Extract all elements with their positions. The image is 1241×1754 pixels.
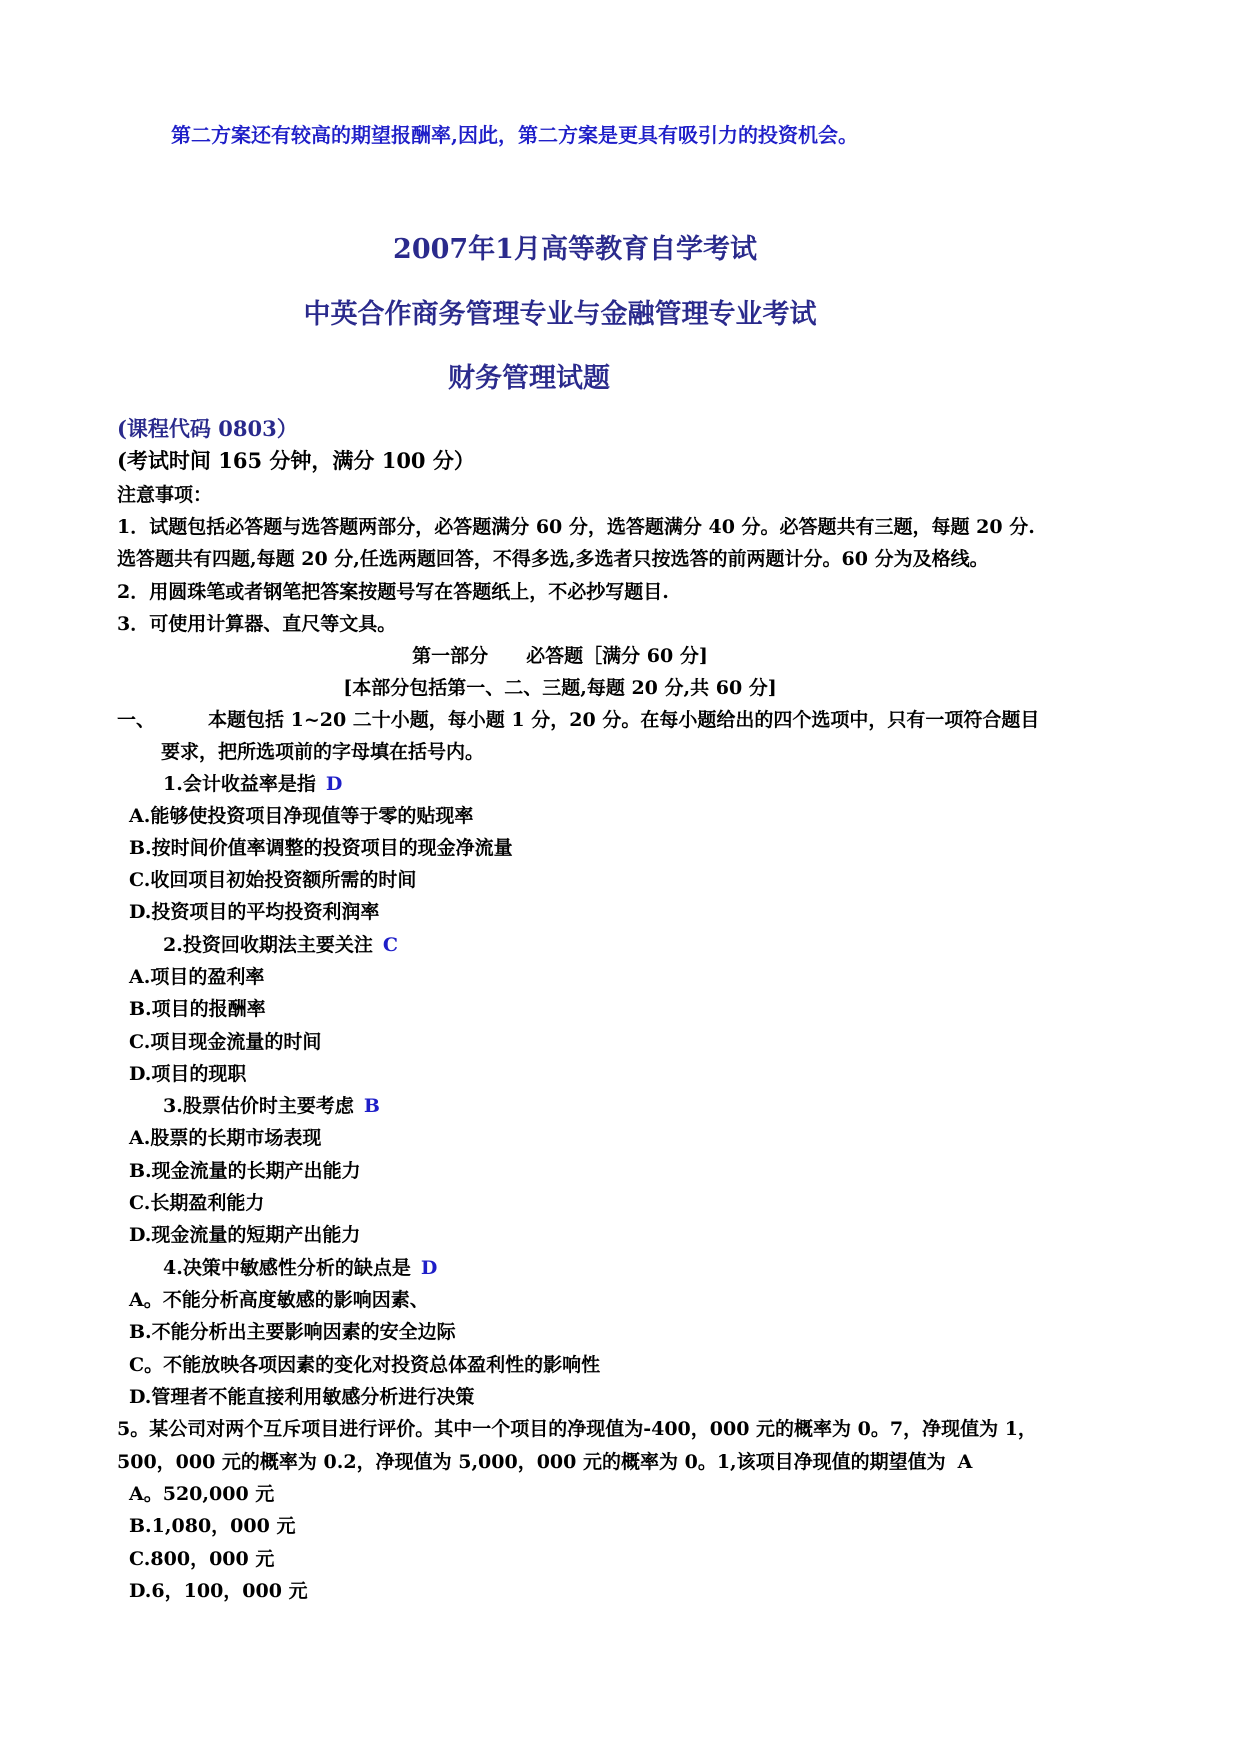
question-4-option-a: A。不能分析高度敏感的影响因素、 (129, 1289, 429, 1311)
answer-letter: A (957, 1451, 973, 1473)
question-5-option-c: C.800，000 元 (129, 1548, 275, 1570)
note-3: 3．可使用计算器、直尺等文具。 (117, 613, 397, 635)
note-2: 2．用圆珠笔或者钢笔把答案按题号写在答题纸上，不必抄写题目. (117, 581, 669, 603)
note-1-line-2: 选答题共有四题,每题 20 分,任选两题回答，不得多选,多选者只按选答的前两题计分。60 分为及格线。 (117, 548, 989, 570)
question-stem-text: 3.股票估价时主要考虑 (163, 1095, 354, 1117)
question-2-option-a: A.项目的盈利率 (129, 966, 265, 988)
question-4-option-d: D.管理者不能直接利用敏感分析进行决策 (129, 1386, 475, 1408)
exam-title: 2007年1月高等教育自学考试 (393, 234, 757, 265)
part-heading: 第一部分 必答题［满分 60 分] (412, 645, 708, 667)
answer-letter: D (325, 773, 343, 795)
question-stem-text: 2.投资回收期法主要关注 (163, 934, 373, 956)
notes-heading: 注意事项： (117, 484, 213, 506)
question-3-option-b: B.现金流量的长期产出能力 (129, 1160, 361, 1182)
question-4-option-c: C。不能放映各项因素的变化对投资总体盈利性的影响性 (129, 1354, 601, 1376)
question-1-option-c: C.收回项目初始投资额所需的时间 (129, 869, 417, 891)
section-instruction-line-2: 要求，把所选项前的字母填在括号内。 (161, 741, 485, 763)
answer-letter: D (420, 1257, 438, 1279)
question-5-option-b: B.1,080，000 元 (129, 1515, 296, 1537)
section-instruction-line-1: 本题包括 1~20 二十小题，每小题 1 分，20 分。在每小题给出的四个选项中，只有一项符合题目 (208, 709, 1040, 731)
question-4-option-b: B.不能分析出主要影响因素的安全边际 (129, 1321, 456, 1343)
question-1-option-d: D.投资项目的平均投资利润率 (129, 901, 380, 923)
question-3-option-d: D.现金流量的短期产出能力 (129, 1224, 361, 1246)
paper-title: 财务管理试题 (448, 363, 610, 394)
question-3-option-a: A.股票的长期市场表现 (129, 1127, 322, 1149)
question-stem-text: 1.会计收益率是指 (163, 773, 316, 795)
question-1-option-a: A.能够使投资项目净现值等于零的贴现率 (129, 805, 474, 827)
note-1-line-1: 1．试题包括必答题与选答题两部分，必答题满分 60 分，选答题满分 40 分。必答题共有三题，每题 20 分. (117, 516, 1035, 538)
intro-note: 第二方案还有较高的期望报酬率,因此，第二方案是更具有吸引力的投资机会。 (171, 123, 858, 147)
answer-letter: B (363, 1095, 380, 1117)
question-1-option-b: B.按时间价值率调整的投资项目的现金净流量 (129, 837, 513, 859)
question-stem-text: 500，000 元的概率为 0.2，净现值为 5,000，000 元的概率为 0。1,该项目净现值的期望值为 (117, 1451, 946, 1473)
section-marker: 一、 (117, 709, 156, 731)
exam-subtitle: 中英合作商务管理专业与金融管理专业考试 (303, 299, 817, 330)
question-5-option-a: A。520,000 元 (129, 1483, 275, 1505)
course-code: (课程代码 0803） (117, 416, 298, 441)
question-5-option-d: D.6，100，000 元 (129, 1580, 308, 1602)
question-5-line-1: 5。某公司对两个互斥项目进行评价。其中一个项目的净现值为-400，000 元的概率为 0。7，净现值为 1， (117, 1418, 1037, 1440)
part-subheading: [本部分包括第一、二、三题,每题 20 分,共 60 分] (343, 677, 777, 699)
question-1-stem (163, 772, 342, 796)
question-2-stem (163, 933, 398, 957)
exam-time: (考试时间 165 分钟，满分 100 分） (117, 448, 475, 473)
answer-letter: C (382, 934, 398, 956)
question-5-line-2 (117, 1450, 972, 1474)
question-3-stem (163, 1094, 380, 1118)
question-stem-text: 4.决策中敏感性分析的缺点是 (163, 1257, 411, 1279)
question-2-option-c: C.项目现金流量的时间 (129, 1031, 322, 1053)
question-2-option-d: D.项目的现职 (129, 1063, 247, 1085)
question-2-option-b: B.项目的报酬率 (129, 998, 266, 1020)
question-3-option-c: C.长期盈利能力 (129, 1192, 265, 1214)
question-4-stem (163, 1256, 437, 1280)
